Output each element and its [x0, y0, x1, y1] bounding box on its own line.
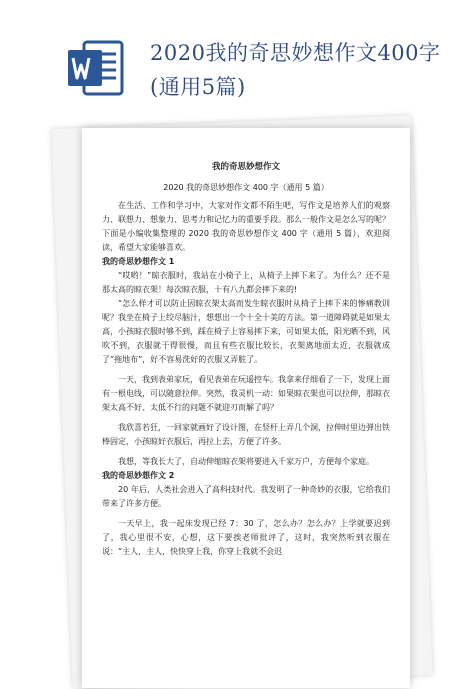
- intro-paragraph: 在生活、工作和学习中，大家对作文都不陌生吧，写作文是培养人们的观察力、联想力、想象力、思考力和记忆力的重要手段。那么一般作文是怎么写的呢？下面是小编收集整理的 2020 我的奇思妙想作文 400 字（通用 5 篇），欢迎阅读，希望大家能够喜欢。: [102, 201, 390, 252]
- paragraph: 我想，等我长大了，自动伸缩晾衣架将要进入千家万户，方便每个家庭。: [118, 457, 374, 466]
- document-page: [82, 128, 410, 688]
- word-document-icon: [66, 38, 126, 98]
- section-heading-2: 我的奇思妙想作文 2: [102, 471, 175, 480]
- paragraph: 一天，我到表弟家玩，看见表弟在玩遥控车。我拿来仔细看了一下，发现上面有一根电线，可以随意拉伸。突然，我灵机一动：如果晾衣架也可以拉伸，那晾衣架太高不好、太低不行的问题不就迎刃而解了吗？: [102, 375, 390, 412]
- document-title: 我的奇思妙想作文: [211, 162, 280, 172]
- page-header: [0, 0, 474, 120]
- paragraph: 20 年后，人类社会进入了高科技时代。我发明了一种奇妙的衣服，它给我们带来了许多方便。: [102, 485, 390, 508]
- paragraph: “哎哟！”晾衣服时，我站在小椅子上，从椅子上摔下来了。为什么？还不是那太高的晾衣架！每次晾衣服，十有八九都会摔下来的!: [102, 271, 390, 294]
- paragraph: “怎么样才可以防止因晾衣架太高而发生晾衣服时从椅子上摔下来的惨痛教训呢？我坐在椅子上绞尽脑汁，想想出一个十全十美的方法。第一道障碍就是如果太高，小孩晾衣服时够不到，踩在椅子上容易摔下来，可如果太低，阳光晒不到，风吹不到，衣服就干得很慢，而且有些衣服比较长，衣架离地面太近，衣服就成了“拖地布”，好不容易洗好的衣服又弄脏了。: [102, 299, 390, 364]
- page-title: 2020我的奇思妙想作文400字(通用5篇): [150, 41, 441, 99]
- document-subtitle: 2020 我的奇思妙想作文 400 字（通用 5 篇）: [163, 183, 329, 192]
- section-heading-1: 我的奇思妙想作文 1: [102, 257, 175, 266]
- paragraph: 一天早上，我一起床发现已经 7：30 了，怎么办？怎么办？上学就要迟到了，我心里很不安，心想，这下要挨老师批评了，这时，我突然听到衣服在说：“主人，主人，快快穿上我，你穿上我就不会迟: [102, 519, 390, 556]
- paragraph: 我欣喜若狂，一回家就画好了设计图，在竖杆上弄几个洞，拉伸时里边弹出铁棒固定，小孩晾好衣服后，再拉上去，方便了许多。: [102, 423, 390, 446]
